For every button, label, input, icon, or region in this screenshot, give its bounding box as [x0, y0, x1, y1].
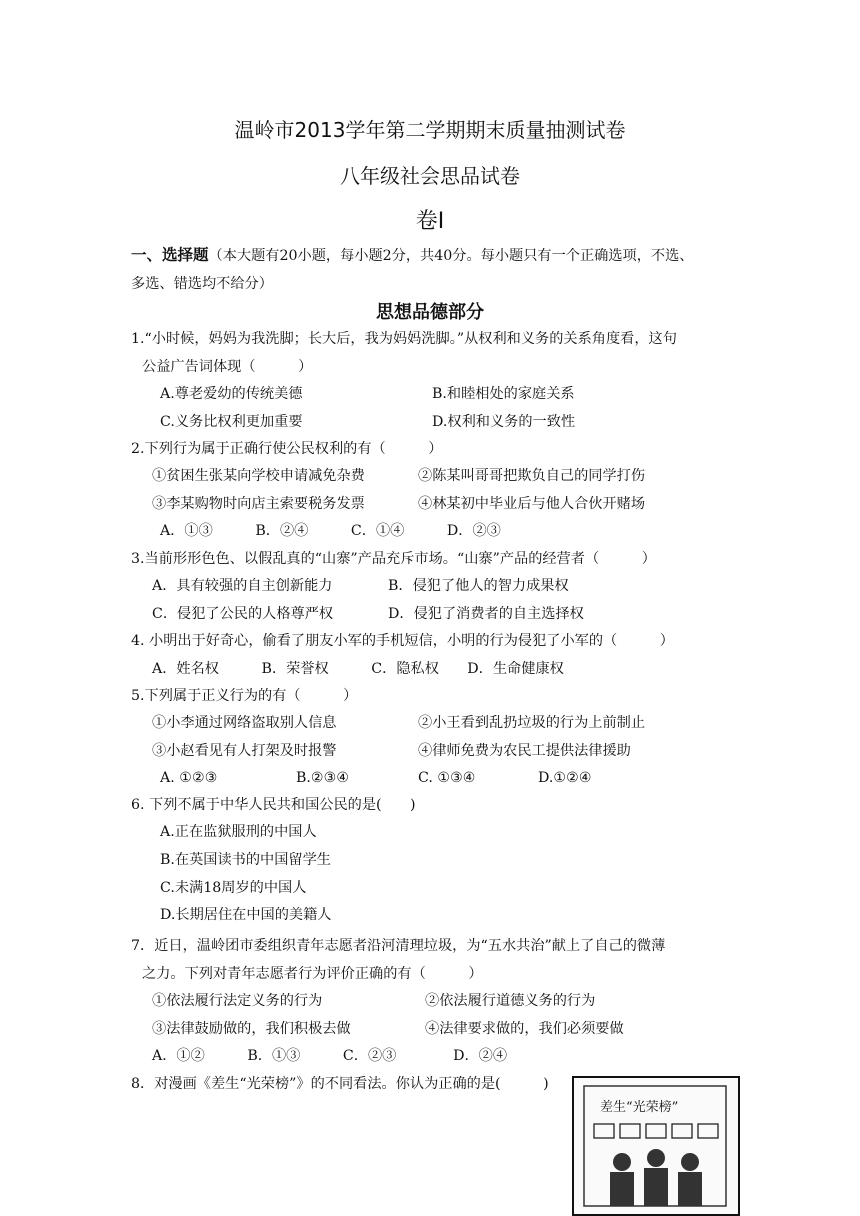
question-line: 7．近日，温岭团市委组织青年志愿者沿河清理垃圾，为“五水共治”献上了自己的微薄	[131, 938, 666, 954]
question-line: C.义务比权利更加重要	[160, 414, 303, 430]
question-line: ③小赵看见有人打架及时报警	[152, 743, 337, 759]
question-line: 2.下列行为属于正确行使公民权利的有（ ）	[131, 441, 443, 457]
question-line: C.未满18周岁的中国人	[160, 880, 307, 896]
question-line: ①依法履行法定义务的行为	[152, 993, 323, 1009]
question-line: D．侵犯了消费者的自主选择权	[388, 606, 584, 622]
question-line: ①贫困生张某向学校申请减免杂费	[152, 468, 365, 484]
exam-title: 温岭市2013学年第二学期期末质量抽测试卷	[234, 118, 626, 142]
section-heading: 一、选择题	[131, 246, 209, 264]
section-note: （本大题有20小题，每小题2分，共40分。每小题只有一个正确选项，不选、	[208, 248, 694, 264]
question-line: A. ①②③	[160, 770, 218, 786]
question-line: 之力。下列对青年志愿者行为评价正确的有（ ）	[142, 966, 483, 982]
question-line: 8．对漫画《差生“光荣榜”》的不同看法。你认为正确的是( )	[131, 1076, 549, 1092]
question-line: C．侵犯了公民的人格尊严权	[152, 606, 334, 622]
question-line: ②小王看到乱扔垃圾的行为上前制止	[418, 715, 646, 731]
question-line: 1.“小时候，妈妈为我洗脚；长大后，我为妈妈洗脚。”从权利和义务的关系角度看，这句	[131, 331, 677, 347]
question-line: ③法律鼓励做的，我们积极去做	[152, 1021, 351, 1037]
question-line: 公益广告词体现（ ）	[142, 359, 313, 375]
question-line: D.长期居住在中国的美籍人	[160, 907, 332, 923]
question-line: A．①② B．①③ C．②③ D．②④	[152, 1048, 508, 1064]
question-line: ④律师免费为农民工提供法律援助	[418, 743, 631, 759]
question-line: B．侵犯了他人的智力成果权	[388, 578, 569, 594]
exam-subtitle: 八年级社会思品试卷	[340, 164, 520, 188]
question-line: ④林某初中毕业后与他人合伙开赌场	[418, 496, 646, 512]
question-line: B.在英国读书的中国留学生	[160, 852, 331, 868]
section-line1	[131, 246, 693, 265]
section-note-continued: 多选、错选均不给分）	[131, 276, 273, 292]
question-line: A．①③ B．②④ C．①④ D．②③	[160, 523, 501, 539]
question-line: B.②③④	[296, 770, 350, 786]
question-line: ③李某购物时向店主索要税务发票	[152, 496, 365, 512]
question-line: B.和睦相处的家庭关系	[432, 386, 575, 402]
question-line: D.①②④	[538, 770, 592, 786]
question-line: 4. 小明出于好奇心，偷看了朋友小军的手机短信，小明的行为侵犯了小军的（ ）	[131, 633, 674, 649]
question-line: A.尊老爱幼的传统美德	[160, 386, 303, 402]
question-line: ②陈某叫哥哥把欺负自己的同学打伤	[418, 468, 646, 484]
question-line: ④法律要求做的，我们必须要做	[425, 1021, 624, 1037]
question-line: A.正在监狱服刑的中国人	[160, 824, 317, 840]
question-line: 5.下列属于正义行为的有（ ）	[131, 688, 358, 704]
question-line: A．具有较强的自主创新能力	[152, 578, 333, 594]
question-line: D.权利和义务的一致性	[432, 414, 576, 430]
question-line: ①小李通过网络盗取别人信息	[152, 715, 337, 731]
question-line: A．姓名权 B．荣誉权 C．隐私权 D．生命健康权	[152, 661, 564, 677]
question-line: ②依法履行道德义务的行为	[425, 993, 596, 1009]
question-line: 3.当前形形色色、以假乱真的“山寨”产品充斥市场。“山寨”产品的经营者（ ）	[131, 551, 656, 567]
volume-label: 卷Ⅰ	[415, 209, 445, 234]
cartoon-image	[572, 1076, 740, 1216]
part-title: 思想品德部分	[376, 302, 484, 323]
question-line: C. ①③④	[418, 770, 476, 786]
question-line: 6. 下列不属于中华人民共和国公民的是( )	[131, 797, 416, 813]
cartoon-caption: 差生“光荣榜”	[600, 1100, 679, 1115]
